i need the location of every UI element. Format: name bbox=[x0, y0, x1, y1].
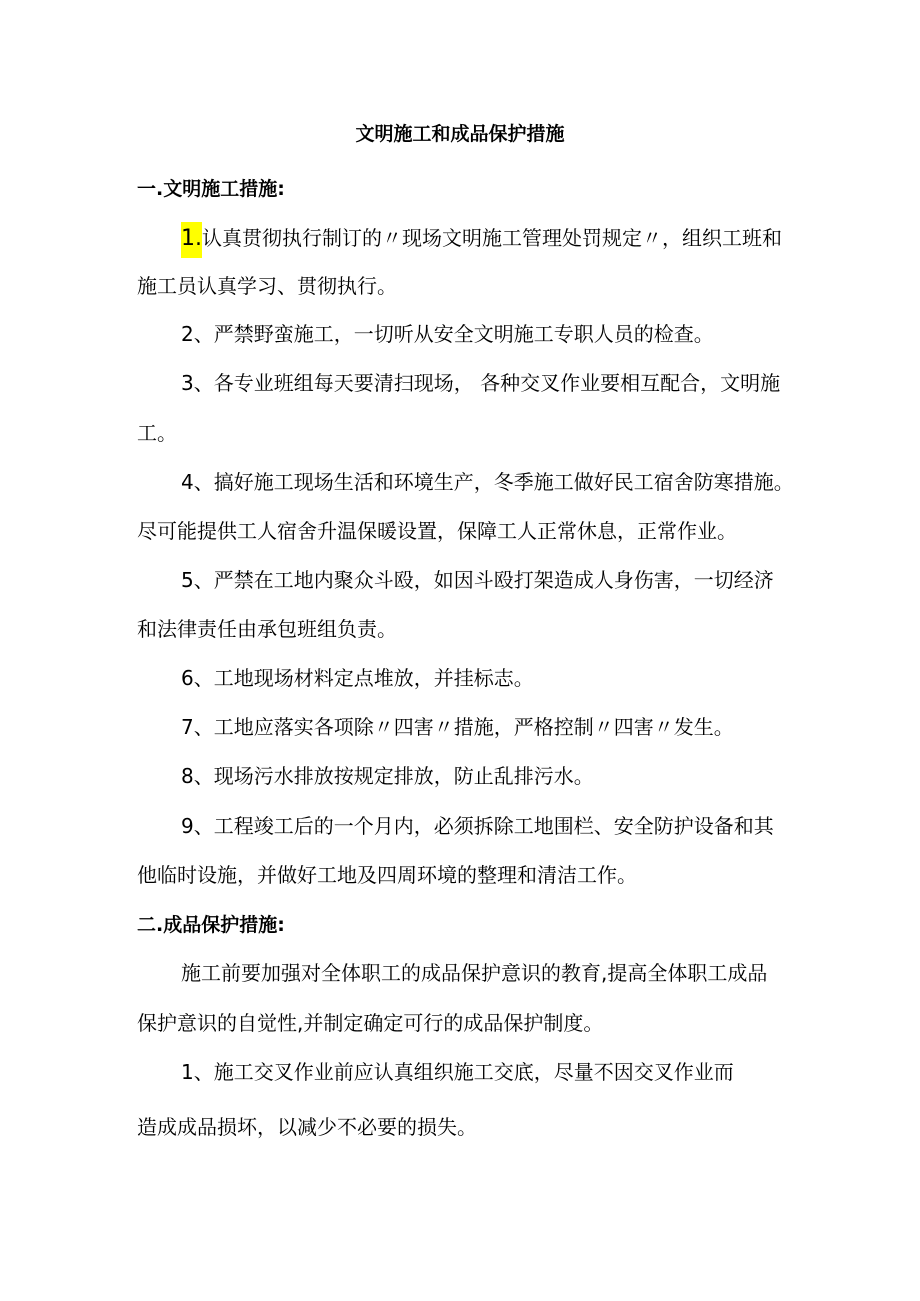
list-item-1-line-2: 施工员认真学习、贯彻执行。 bbox=[137, 274, 397, 298]
section-heading-product-protection: 二.成品保护措施: bbox=[137, 914, 285, 936]
list-item-text: 严禁野蛮施工，一切听从安全文明施工专职人员的检查。 bbox=[213, 322, 714, 346]
list-item-text: 认真贯彻执行制订的〃现场文明施工管理处罚规定〃，组织工班和 bbox=[202, 226, 782, 250]
list-item-5-line-1 bbox=[181, 565, 774, 595]
list-item-3-line-1 bbox=[181, 368, 780, 398]
list-item-number: 5、 bbox=[181, 568, 214, 592]
list-item-6-line-1 bbox=[181, 663, 534, 693]
list-item-4-line-2: 尽可能提供工人宿舍升温保暖设置，保障工人正常休息，正常作业。 bbox=[137, 519, 737, 543]
list-item-number: 4、 bbox=[181, 470, 214, 494]
list-item-number: 9、 bbox=[181, 814, 214, 838]
intro-paragraph-line-1: 施工前要加强对全体职工的成品保护意识的教育,提高全体职工成品 bbox=[181, 961, 768, 985]
list-item-text: 严禁在工地内聚众斗殴，如因斗殴打架造成人身伤害，一切经济 bbox=[213, 568, 774, 592]
list-item-number: 8、 bbox=[181, 764, 214, 788]
protection-item-1-line-1 bbox=[181, 1057, 734, 1087]
list-item-8-line-1 bbox=[181, 761, 594, 791]
list-item-9-line-1 bbox=[181, 811, 774, 841]
list-item-9-line-2: 他临时设施，并做好工地及四周环境的整理和清洁工作。 bbox=[137, 863, 637, 887]
list-item-7-line-1 bbox=[181, 712, 734, 742]
list-item-text: 搞好施工现场生活和环境生产，冬季施工做好民工宿舍防寒措施。 bbox=[213, 470, 794, 494]
list-item-4-line-1 bbox=[181, 467, 794, 497]
section-heading-civilized-construction: 一.文明施工措施: bbox=[137, 178, 285, 200]
list-item-text: 施工交叉作业前应认真组织施工交底，尽量不因交叉作业而 bbox=[213, 1060, 734, 1084]
list-item-number: 3、 bbox=[181, 371, 214, 395]
list-item-2-line-1 bbox=[181, 319, 714, 349]
list-item-text: 各专业班组每天要清扫现场， 各种交叉作业要相互配合，文明施 bbox=[213, 371, 781, 395]
protection-item-1-line-2: 造成成品损坏，以减少不必要的损失。 bbox=[137, 1115, 477, 1139]
list-item-text: 工地现场材料定点堆放，并挂标志。 bbox=[213, 666, 534, 690]
list-item-text: 工地应落实各项除〃四害〃措施，严格控制〃四害〃发生。 bbox=[213, 715, 734, 739]
list-item-number: 2、 bbox=[181, 322, 214, 346]
list-item-1-line-1 bbox=[181, 222, 782, 258]
list-item-5-line-2: 和法律责任由承包班组负责。 bbox=[137, 617, 397, 641]
list-item-text: 工程竣工后的一个月内，必须拆除工地围栏、安全防护设备和其 bbox=[213, 814, 774, 838]
intro-paragraph-line-2: 保护意识的自觉性,并制定确定可行的成品保护制度。 bbox=[137, 1011, 604, 1035]
list-item-text: 现场污水排放按规定排放，防止乱排污水。 bbox=[213, 764, 594, 788]
list-item-number: 6、 bbox=[181, 666, 214, 690]
list-item-number: 7、 bbox=[181, 715, 214, 739]
list-item-number: 1、 bbox=[181, 1060, 214, 1084]
list-item-number: 1. bbox=[181, 222, 202, 258]
list-item-3-line-2: 工。 bbox=[137, 421, 177, 445]
document-title: 文明施工和成品保护措施 bbox=[355, 123, 565, 145]
